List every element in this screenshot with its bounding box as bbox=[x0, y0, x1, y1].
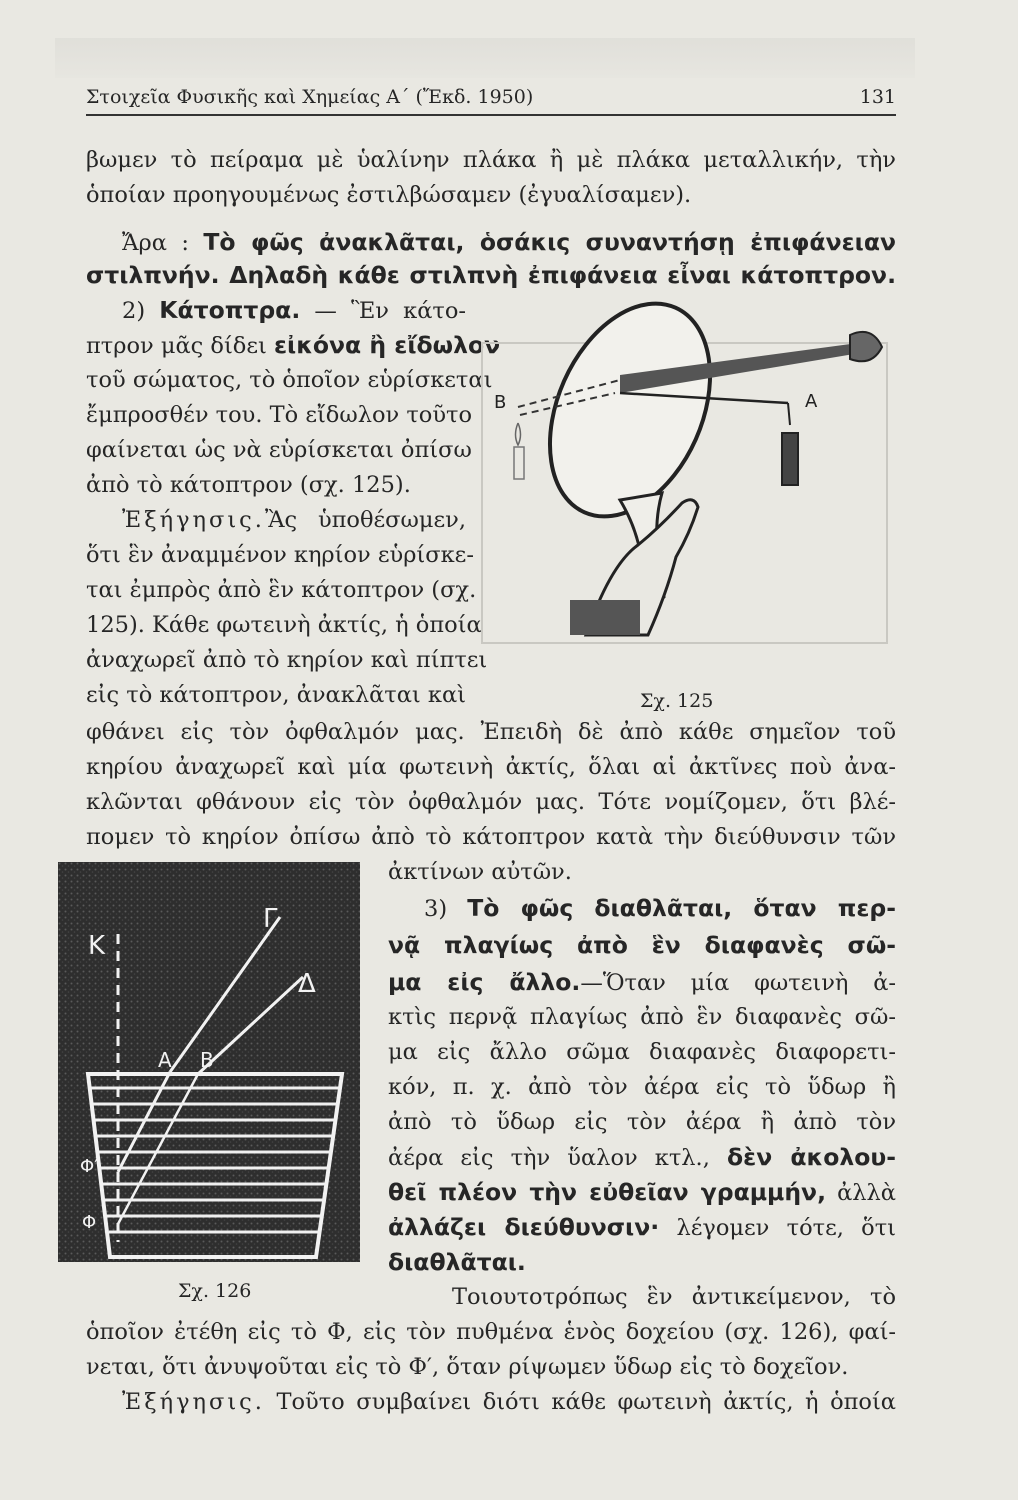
virtual-candle-icon bbox=[514, 447, 524, 479]
text-span: φθάνει εἰς τὸν ὀφθαλμόν μας. Ἐπειδὴ δὲ ἀπὸ κάθε σημεῖον τοῦ bbox=[86, 719, 896, 745]
text-line bbox=[388, 857, 896, 887]
text-line bbox=[86, 400, 473, 430]
section-heading: νᾷ πλαγίως ἀπὸ ἓν διαφανὲς σῶ- bbox=[388, 931, 896, 959]
section-number: 2) bbox=[122, 298, 160, 324]
text-line bbox=[86, 435, 472, 465]
text-span: ἀλλὰ bbox=[826, 1180, 896, 1206]
text-line bbox=[86, 610, 482, 640]
bold-statement: ἀλλάζει διεύθυνσιν· bbox=[388, 1213, 660, 1241]
text-line bbox=[388, 1177, 896, 1208]
text-line bbox=[452, 1282, 896, 1312]
section-number: 3) bbox=[424, 896, 468, 922]
text-line bbox=[86, 180, 896, 210]
text-line bbox=[388, 1107, 896, 1137]
text-span: μα εἰς ἄλλο σῶμα διαφανὲς διαφορετι- bbox=[388, 1039, 896, 1065]
section-heading: Κάτοπτρα. bbox=[159, 296, 301, 324]
label-d: Δ bbox=[298, 969, 316, 999]
text-line bbox=[86, 680, 466, 710]
text-span: ἔμπροσθέν του. Τὸ εἴδωλον τοῦτο bbox=[86, 402, 473, 428]
page-number: 131 bbox=[859, 86, 896, 108]
text-line bbox=[86, 540, 474, 570]
text-span: βωμεν τὸ πείραμα μὲ ὑαλίνην πλάκα ἢ μὲ πλάκα μεταλλικήν, τὴν bbox=[86, 147, 896, 173]
bold-statement: διαθλᾶται. bbox=[388, 1248, 526, 1276]
bleed-through-shadow bbox=[55, 38, 915, 78]
text-span: —Ὅταν μία φωτεινὴ ἀ- bbox=[580, 970, 896, 996]
figure-caption: Σχ. 125 bbox=[640, 690, 714, 712]
label-g: Γ bbox=[263, 904, 278, 934]
text-span: φαίνεται ὡς νὰ εὑρίσκεται ὀπίσω bbox=[86, 437, 472, 463]
text-line bbox=[86, 1317, 896, 1347]
text-line bbox=[86, 822, 896, 852]
text-line bbox=[86, 717, 896, 747]
label-phi-prime: Φ′ bbox=[80, 1156, 99, 1177]
text-span: Τοῦτο συμβαίνει διότι κάθε φωτεινὴ ἀκτίς, ἡ ὁποία bbox=[264, 1389, 896, 1415]
label-b: Β bbox=[200, 1048, 214, 1072]
text-span: κηρίου ἀναχωρεῖ καὶ μία φωτεινὴ ἀκτίς, ὅλαι αἱ ἀκτῖνες ποὺ ἀνα- bbox=[86, 754, 896, 780]
bold-term: εἰκόνα ἢ εἴδωλον bbox=[273, 331, 501, 359]
bold-statement: δὲν ἀκολου- bbox=[726, 1143, 896, 1171]
text-line bbox=[86, 1387, 896, 1417]
bold-statement: θεῖ πλέον τὴν εὐθεῖαν γραμμήν, bbox=[388, 1178, 826, 1206]
text-line bbox=[86, 787, 896, 817]
text-line bbox=[388, 1037, 896, 1067]
text-line bbox=[86, 1352, 896, 1382]
explanation-label: Ἐξήγησις. bbox=[122, 1389, 265, 1415]
text-line bbox=[86, 575, 477, 605]
text-line bbox=[86, 470, 466, 500]
text-span: κλῶνται φθάνουν εἰς τὸν ὀφθαλμόν μας. Τότε νομίζομεν, ὅτι βλέ- bbox=[86, 789, 896, 815]
label-a: Α bbox=[158, 1048, 172, 1072]
text-span: ἀναχωρεῖ ἀπὸ τὸ κηρίον καὶ πίπτει bbox=[86, 647, 488, 673]
text-span: ἀπὸ τὸ κάτοπτρον (σχ. 125). bbox=[86, 472, 411, 498]
text-line bbox=[388, 1142, 896, 1173]
text-span: κτὶς περνᾷ πλαγίως ἀπὸ ἓν διαφανὲς σῶ- bbox=[388, 1004, 896, 1030]
section-heading-line bbox=[86, 295, 466, 326]
text-span: ὁποίαν προηγουμένως ἐστιλβώσαμεν (ἐγυαλίσαμεν). bbox=[86, 182, 692, 208]
text-line bbox=[388, 1212, 896, 1243]
bold-statement: Τὸ φῶς ἀνακλᾶται, ὁσάκις συναντήσῃ ἐπιφάνειαν bbox=[203, 228, 896, 256]
eye-icon bbox=[850, 332, 882, 361]
figure-caption: Σχ. 126 bbox=[178, 1280, 252, 1302]
text-line bbox=[388, 1072, 896, 1102]
candle-icon bbox=[782, 433, 798, 485]
bold-statement: στιλπνήν. Δηλαδὴ κάθε στιλπνὴ ἐπιφάνεια εἶναι κάτοπτρον. bbox=[86, 261, 896, 289]
text-span: τοῦ σώματος, τὸ ὁποῖον εὑρίσκεται bbox=[86, 367, 493, 393]
text-line bbox=[388, 967, 896, 998]
text-span: 125). Κάθε φωτεινὴ ἀκτίς, ἡ ὁποία bbox=[86, 612, 482, 638]
text-span: Ἂς ὑποθέσωμεν, bbox=[264, 507, 466, 533]
text-line bbox=[86, 505, 466, 535]
sleeve-cuff bbox=[570, 600, 640, 635]
text-line bbox=[86, 365, 493, 395]
text-span: ἀέρα εἰς τὴν ὕαλον κτλ., bbox=[388, 1145, 727, 1171]
text-span: πτρον μᾶς δίδει bbox=[86, 333, 274, 359]
text-line bbox=[86, 752, 896, 782]
text-line bbox=[86, 645, 488, 675]
explanation-label: Ἐξήγησις. bbox=[122, 507, 265, 533]
label-b: Β bbox=[494, 392, 507, 413]
text-span: νεται, ὅτι ἀνυψοῦται εἰς τὸ Φ′, ὅταν ρίψωμεν ὕδωρ εἰς τὸ δοχεῖον. bbox=[86, 1354, 849, 1380]
candle-flame-line bbox=[788, 403, 790, 425]
label-a: Α bbox=[805, 391, 818, 412]
section-heading-line bbox=[388, 893, 896, 924]
text-line bbox=[388, 1247, 896, 1278]
text-span: εἰς τὸ κάτοπτρον, ἀνακλᾶται καὶ bbox=[86, 682, 466, 708]
text-line bbox=[86, 145, 896, 175]
section-heading: Τὸ φῶς διαθλᾶται, ὅταν περ- bbox=[467, 894, 897, 922]
text-span: λέγομεν τότε, ὅτι bbox=[659, 1215, 896, 1241]
refraction-figure bbox=[58, 862, 360, 1262]
text-span: ἀπὸ τὸ ὕδωρ εἰς τὸν ἀέρα ἢ ἀπὸ τὸν bbox=[388, 1109, 896, 1135]
section-heading: μα εἰς ἄλλο. bbox=[388, 968, 581, 996]
text-span: Τοιουτοτρόπως ἓν ἀντικείμενον, τὸ bbox=[452, 1284, 896, 1310]
text-span: ὁποῖον ἐτέθη εἰς τὸ Φ, εἰς τὸν πυθμένα ἑνὸς δοχείου (σχ. 126), φαί- bbox=[86, 1319, 896, 1345]
text-span: κόν, π. χ. ἀπὸ τὸν ἀέρα εἰς τὸ ὕδωρ ἢ bbox=[388, 1074, 896, 1100]
label-phi: Φ bbox=[82, 1212, 97, 1233]
label-k: Κ bbox=[88, 931, 106, 961]
header-title: Στοιχεῖα Φυσικῆς καὶ Χημείας Α΄ (Ἔκδ. 1950) bbox=[86, 86, 534, 108]
virtual-candle-flame-icon bbox=[516, 423, 521, 445]
mirror-figure bbox=[470, 295, 895, 695]
rule-line bbox=[86, 260, 896, 291]
running-header bbox=[86, 80, 896, 116]
text-span: ἀκτίνων αὐτῶν. bbox=[388, 859, 572, 885]
section-heading-line bbox=[388, 930, 896, 961]
text-span: Ἄρα : bbox=[122, 230, 204, 256]
text-line bbox=[388, 1002, 896, 1032]
text-span: ται ἐμπρὸς ἀπὸ ἓν κάτοπτρον (σχ. bbox=[86, 577, 477, 603]
text-span: — Ἓν κάτο- bbox=[300, 298, 466, 324]
text-span: ὅτι ἓν ἀναμμένον κηρίον εὑρίσκε- bbox=[86, 542, 474, 568]
text-span: πομεν τὸ κηρίον ὀπίσω ἀπὸ τὸ κάτοπτρον κατὰ τὴν διεύθυνσιν τῶν bbox=[86, 824, 896, 850]
rule-line bbox=[86, 227, 896, 258]
text-line bbox=[86, 330, 501, 361]
